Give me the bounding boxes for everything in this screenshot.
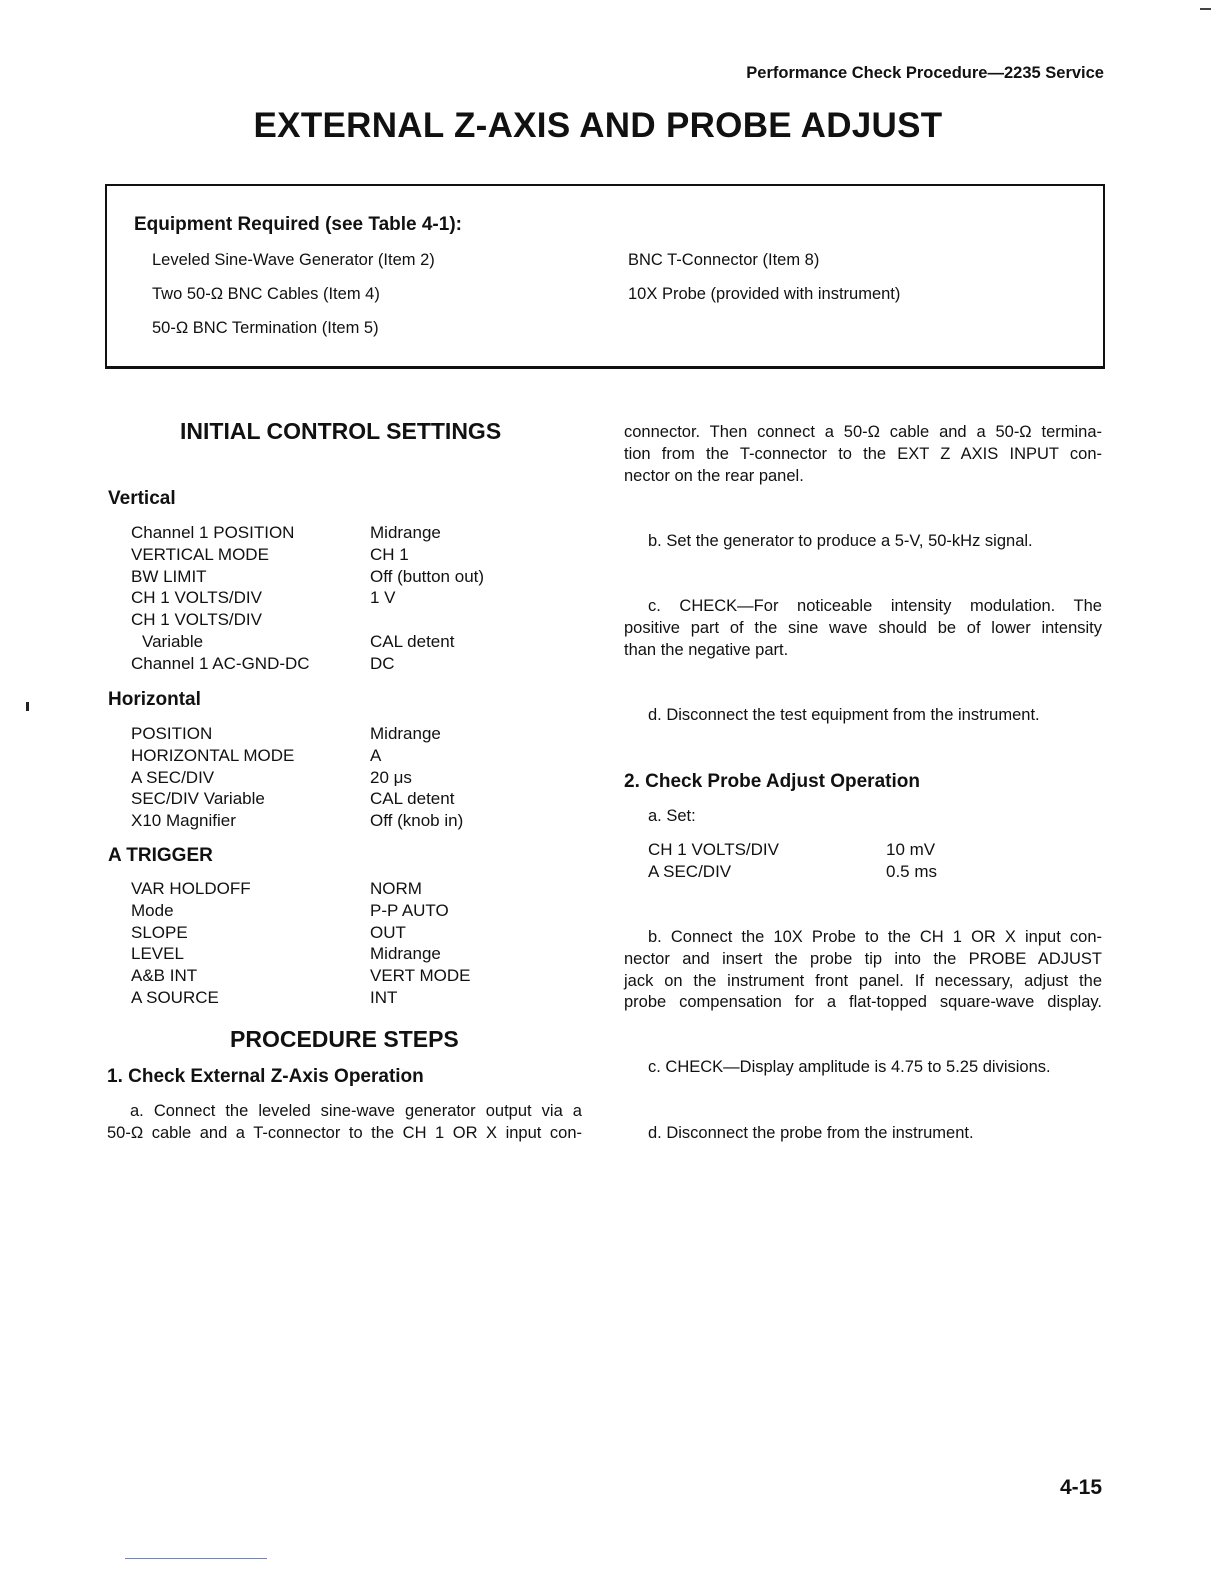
equipment-item: 50-Ω BNC Termination (Item 5) — [152, 319, 379, 337]
paragraph-line: than the negative part. — [624, 640, 789, 659]
settings-row — [131, 745, 551, 767]
control-setting: 1 V — [370, 588, 396, 608]
equipment-heading: Equipment Required (see Table 4-1): — [134, 214, 462, 235]
settings-row — [131, 922, 551, 944]
control-setting: INT — [370, 987, 398, 1007]
control-name: CH 1 VOLTS/DIV — [648, 840, 779, 859]
page-number: 4-15 — [1060, 1476, 1103, 1499]
running-header: Performance Check Procedure—2235 Service — [746, 64, 1104, 82]
control-name: Channel 1 POSITION — [131, 523, 295, 542]
footer-rule — [125, 1558, 267, 1559]
paragraph-line: connector. Then connect a 50-Ω cable and a 50-Ω termina- — [624, 423, 1102, 441]
control-name: Variable — [142, 631, 204, 651]
paragraph-line: nector on the rear panel. — [624, 466, 804, 485]
control-name: VERTICAL MODE — [131, 544, 269, 564]
control-setting: A — [370, 745, 382, 765]
control-setting: CH 1 — [370, 544, 409, 564]
settings-row — [131, 810, 551, 832]
step1-a-paragraph-end — [624, 422, 1102, 487]
control-name: A SEC/DIV — [648, 861, 732, 881]
horizontal-settings-table — [131, 723, 551, 832]
equipment-box — [105, 184, 1105, 369]
control-name: A SOURCE — [131, 987, 219, 1007]
control-name: Mode — [131, 900, 174, 920]
control-name: VAR HOLDOFF — [131, 879, 251, 898]
control-setting: CAL detent — [370, 631, 455, 651]
step2-d: d. Disconnect the probe from the instrument. — [648, 1124, 974, 1142]
step1-a-paragraph-start — [107, 1101, 582, 1145]
control-setting: P-P AUTO — [370, 900, 449, 920]
settings-row — [131, 987, 551, 1009]
paragraph-line: b. Connect the 10X Probe to the CH 1 OR X input con- — [648, 928, 1102, 946]
control-name: SLOPE — [131, 922, 188, 942]
control-name: BW LIMIT — [131, 566, 207, 586]
control-name: X10 Magnifier — [131, 811, 236, 831]
step1-c-paragraph — [624, 596, 1102, 661]
settings-row — [131, 587, 551, 609]
step2-b-paragraph — [624, 927, 1102, 1014]
step2-a-label: a. Set: — [648, 807, 696, 825]
paragraph-line: c. CHECK—For noticeable intensity modulation. The — [648, 597, 1102, 615]
settings-row — [131, 522, 551, 544]
control-name: Channel 1 AC-GND-DC — [131, 653, 310, 673]
control-setting: Midrange — [370, 724, 441, 743]
settings-row — [131, 723, 551, 745]
initial-settings-title: INITIAL CONTROL SETTINGS — [180, 418, 502, 444]
equipment-item: Two 50-Ω BNC Cables (Item 4) — [152, 285, 380, 303]
step2-c: c. CHECK—Display amplitude is 4.75 to 5.25 divisions. — [648, 1058, 1051, 1076]
corner-mark — [1200, 8, 1211, 10]
equipment-item: Leveled Sine-Wave Generator (Item 2) — [152, 251, 435, 269]
control-setting: DC — [370, 653, 395, 673]
horizontal-heading: Horizontal — [108, 689, 201, 710]
procedure-title: PROCEDURE STEPS — [230, 1026, 459, 1052]
settings-row — [131, 609, 551, 631]
control-name: SEC/DIV Variable — [131, 789, 265, 809]
step1-heading: 1. Check External Z-Axis Operation — [107, 1066, 424, 1087]
equipment-item: BNC T-Connector (Item 8) — [628, 251, 820, 269]
settings-row — [131, 943, 551, 965]
settings-row — [131, 544, 551, 566]
paragraph-line: tion from the T-connector to the EXT Z AXIS INPUT con- — [624, 444, 1102, 463]
step1-b: b. Set the generator to produce a 5-V, 50-kHz signal. — [648, 532, 1033, 550]
paragraph-line: a. Connect the leveled sine-wave generator output via a — [130, 1102, 582, 1120]
control-setting: OUT — [370, 922, 406, 942]
control-setting: NORM — [370, 879, 422, 898]
settings-row — [131, 900, 551, 922]
control-setting: 10 mV — [886, 840, 936, 859]
paragraph-line: nector and insert the probe tip into the PROBE ADJUST — [624, 949, 1102, 968]
settings-row — [131, 653, 551, 675]
control-name: A SEC/DIV — [131, 767, 215, 787]
control-setting: VERT MODE — [370, 966, 471, 986]
step2-settings-table — [648, 839, 1068, 883]
settings-row — [131, 767, 551, 789]
control-setting: Off (knob in) — [370, 811, 464, 831]
paragraph-line: probe compensation for a flat-topped square-wave display. — [624, 993, 1102, 1012]
page-title: EXTERNAL Z-AXIS AND PROBE ADJUST — [253, 106, 943, 145]
control-setting: CAL detent — [370, 789, 455, 809]
control-name: HORIZONTAL MODE — [131, 745, 295, 765]
control-setting: Off (button out) — [370, 566, 485, 586]
margin-mark — [26, 702, 29, 711]
trigger-heading: A TRIGGER — [108, 845, 213, 866]
paragraph-line: 50-Ω cable and a T-connector to the CH 1 OR X input con- — [107, 1123, 582, 1142]
control-name: LEVEL — [131, 944, 184, 964]
settings-row — [131, 788, 551, 810]
settings-row — [131, 566, 551, 588]
control-name: CH 1 VOLTS/DIV — [131, 610, 262, 630]
vertical-settings-table — [131, 522, 551, 675]
paragraph-line: jack on the instrument front panel. If necessary, adjust the — [624, 971, 1102, 990]
control-name: POSITION — [131, 724, 213, 743]
paragraph-line: positive part of the sine wave should be of lower intensity — [624, 618, 1102, 637]
trigger-settings-table — [131, 878, 551, 1009]
control-setting: Midrange — [370, 523, 441, 542]
control-setting: 0.5 ms — [886, 861, 938, 881]
control-setting: Midrange — [370, 944, 441, 964]
control-name: A&B INT — [131, 966, 198, 986]
settings-row — [131, 631, 551, 653]
settings-row — [131, 965, 551, 987]
vertical-heading: Vertical — [108, 488, 176, 509]
settings-row — [131, 878, 551, 900]
control-name: CH 1 VOLTS/DIV — [131, 588, 262, 608]
control-setting: 20 μs — [370, 767, 412, 787]
step1-d: d. Disconnect the test equipment from the instrument. — [648, 706, 1040, 724]
settings-row — [648, 839, 1068, 861]
settings-row — [648, 861, 1068, 883]
equipment-item: 10X Probe (provided with instrument) — [628, 285, 901, 303]
step2-heading: 2. Check Probe Adjust Operation — [624, 771, 920, 792]
